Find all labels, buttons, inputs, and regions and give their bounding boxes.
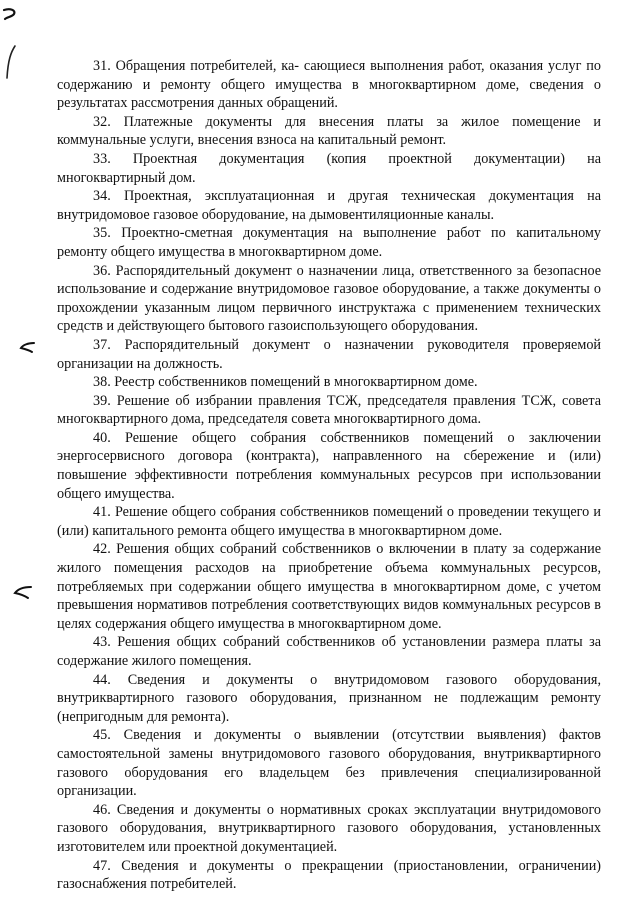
list-item <box>57 503 601 540</box>
item-text: Решение общего собрания собственников помещений о заключении энергосервисного договора (контракта), направленного на сбережение и (или) повышение эффективности потребления коммунальных ресурсов при использовании общего имущества. <box>57 429 601 502</box>
list-item <box>57 633 601 670</box>
item-number: 40. <box>93 429 111 446</box>
list-item <box>57 57 601 113</box>
item-text: Реестр собственников помещений в многоквартирном доме. <box>114 374 478 391</box>
item-text: Сведения и документы о нормативных сроках эксплуатации внутридомового газового оборудования, внутриквартирного газового оборудования, установленных изготовителем или проектной документацией. <box>57 801 602 855</box>
item-text: Обращения потребителей, ка- сающиеся выполнения работ, оказания услуг по содержанию и ремонту общего имущества в многоквартирном доме, сведения о результатах рассмотрения данных обращений. <box>57 58 601 112</box>
list-item <box>57 671 601 727</box>
item-text: Сведения и документы о прекращении (приостановлении, ограничении) газоснабжения потребителей. <box>57 857 602 893</box>
item-number: 33. <box>93 150 111 167</box>
item-text: Решения общих собраний собственников о включении в плату за содержание жилого помещения расходов на приобретение объема коммунальных ресурсов, потребляемых при содержании общего имущества в многоквартирном доме, с учетом превышения нормативов потребления соответствующих видов коммунальных ресурсов в целях содержания общего имущества в многоквартирном доме. <box>57 541 601 632</box>
item-number: 41. <box>93 504 111 521</box>
item-number: 47. <box>93 857 111 874</box>
scan-mark-icon <box>2 6 20 22</box>
list-item <box>57 540 601 633</box>
item-number: 36. <box>93 262 111 279</box>
item-text: Распорядительный документ о назначении руководителя проверяемой организации на должность. <box>57 336 601 372</box>
list-item <box>57 726 601 800</box>
scan-mark-icon <box>2 44 18 80</box>
item-text: Решение общего собрания собственников помещений о проведении текущего и (или) капитального ремонта общего имущества в многоквартирном доме. <box>57 504 602 539</box>
list-item <box>57 336 601 373</box>
list-item <box>57 113 601 150</box>
list-item <box>57 429 601 503</box>
item-text: Проектная документация (копия проектной документации) на многоквартирный дом. <box>57 150 601 186</box>
list-item <box>57 373 601 392</box>
list-item <box>57 150 601 187</box>
list-item <box>57 801 601 857</box>
list-item <box>57 857 601 894</box>
list-item <box>57 187 601 224</box>
item-number: 35. <box>93 225 111 242</box>
item-number: 39. <box>93 392 111 409</box>
document-body <box>57 57 601 894</box>
item-text: Сведения и документы о внутридомовом газового оборудования, внутриквартирного газового оборудования, признанном не подлежащим ремонту (непригодным для ремонта). <box>57 671 602 725</box>
item-number: 42. <box>93 541 111 558</box>
item-number: 37. <box>93 336 111 353</box>
item-number: 44. <box>93 671 111 688</box>
item-text: Проектная, эксплуатационная и другая техническая документация на внутридомовое газовое оборудование, на дымовентиляционные каналы. <box>57 188 601 223</box>
item-text: Платежные документы для внесения платы за жилое помещение и коммунальные услуги, внесения взноса на капитальный ремонт. <box>57 113 601 149</box>
item-text: Сведения и документы о выявлении (отсутствии выявления) фактов самостоятельной замены внутридомового газового оборудования, внутриквартирного газового оборудования его владельцем без привлечения специализированной организации. <box>57 727 601 800</box>
item-number: 34. <box>93 188 111 205</box>
scan-mark-icon <box>18 340 36 354</box>
item-number: 38. <box>93 374 111 391</box>
item-number: 31. <box>93 58 111 74</box>
scan-mark-icon <box>12 584 34 600</box>
item-number: 45. <box>93 727 111 744</box>
item-text: Распорядительный документ о назначении лица, ответственного за безопасное использование и содержание внутридомовое газовое оборудование, а также документы о прохождении указанным лицом первичного инструктажа с применением технических средств и действующего бытового газоиспользующего оборудования. <box>57 262 602 335</box>
list-item <box>57 262 601 336</box>
item-text: Решения общих собраний собственников об установлении размера платы за содержание жилого помещения. <box>57 634 601 669</box>
item-number: 32. <box>93 113 111 130</box>
item-text: Решение об избрании правления ТСЖ, председателя правления ТСЖ, совета многоквартирного дома, председателя совета многоквартирного дома. <box>57 392 601 428</box>
list-item <box>57 392 601 429</box>
item-text: Проектно-сметная документация на выполнение работ по капитальному ремонту общего имущества в многоквартирном доме. <box>57 225 602 260</box>
list-item <box>57 224 601 261</box>
item-number: 46. <box>93 801 111 818</box>
item-number: 43. <box>93 634 111 651</box>
